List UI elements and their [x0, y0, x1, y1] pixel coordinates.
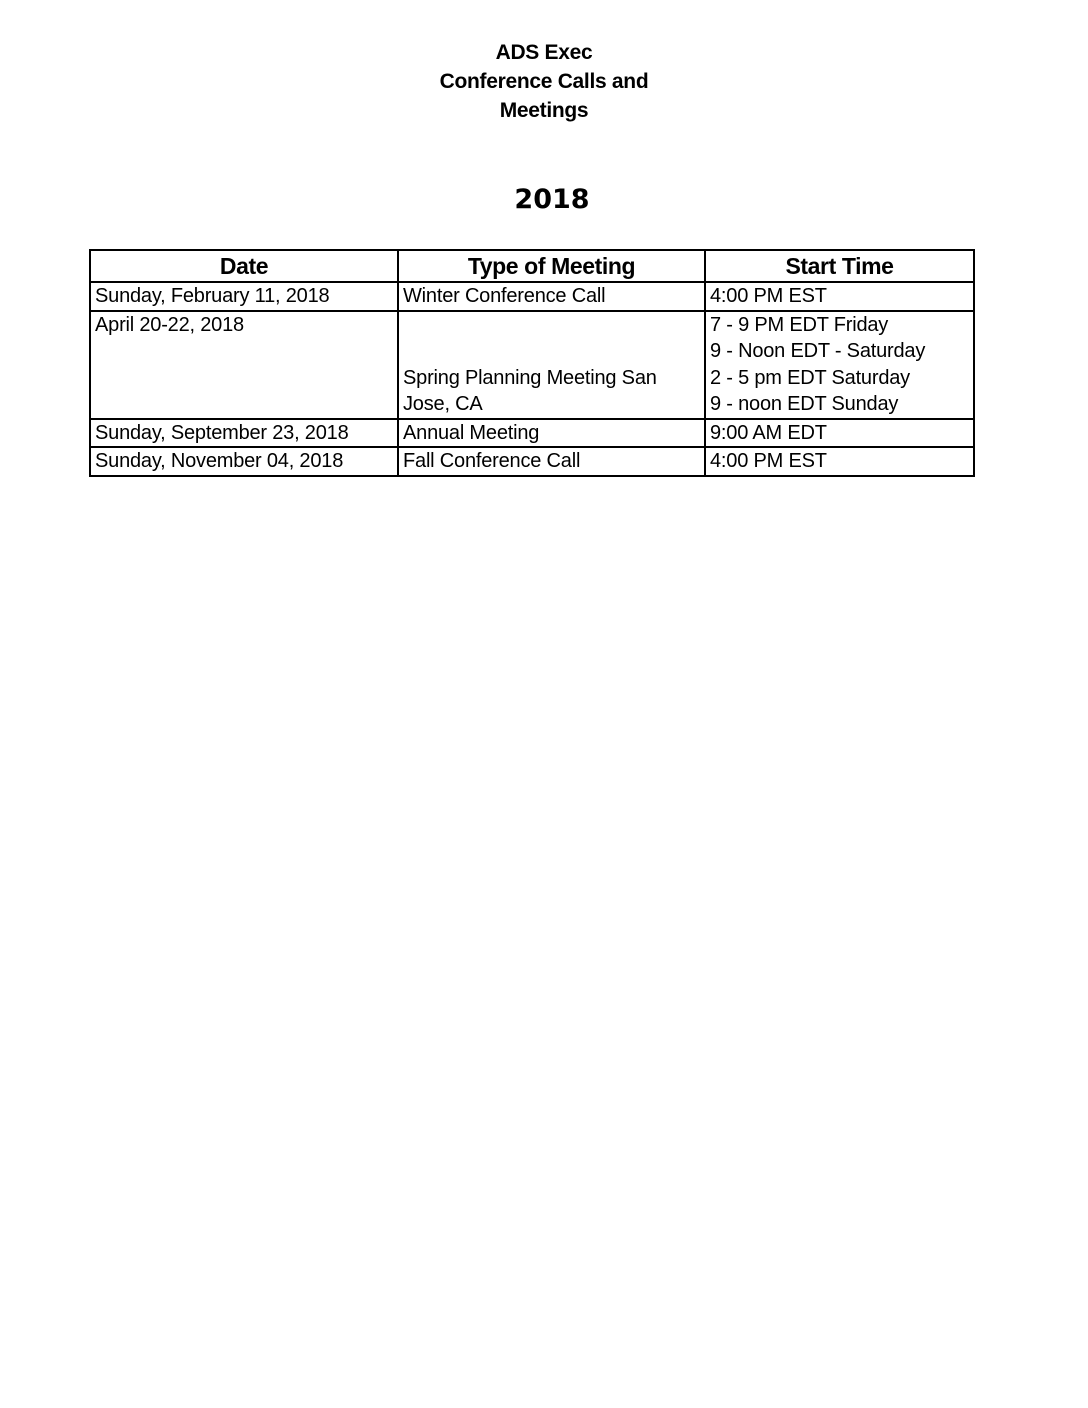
cell-type [398, 419, 705, 448]
cell-time-line: 9 - Noon EDT - Saturday [710, 340, 926, 362]
cell-time-line: 7 - 9 PM EDT Friday [710, 313, 889, 336]
column-header-date: Date [90, 250, 398, 282]
cell-time-line: 9 - noon EDT Sunday [710, 393, 899, 415]
table-row [90, 419, 974, 448]
cell-start-time [705, 282, 974, 311]
heading-line-1: ADS Exec [495, 41, 593, 64]
cell-type-line: Jose, CA [403, 393, 483, 415]
cell-type [398, 447, 705, 476]
column-header-type: Type of Meeting [398, 250, 705, 282]
cell-time-line: 9:00 AM EDT [710, 421, 827, 444]
heading-line-3: Meetings [499, 99, 589, 122]
cell-type-line: Winter Conference Call [403, 285, 606, 307]
cell-start-time [705, 311, 974, 419]
cell-start-time [705, 447, 974, 476]
table-header-row [90, 250, 974, 282]
cell-date: Sunday, September 23, 2018 [90, 419, 398, 448]
cell-type [398, 311, 705, 419]
year-title: 2018 [514, 184, 590, 215]
cell-type [398, 282, 705, 311]
cell-type-line: Annual Meeting [403, 421, 540, 444]
table-row [90, 311, 974, 419]
meeting-schedule-table [89, 249, 975, 477]
cell-time-line: 4:00 PM EST [710, 285, 827, 307]
cell-type-line: Spring Planning Meeting San [403, 366, 657, 389]
cell-date: April 20-22, 2018 [90, 311, 398, 419]
table-row [90, 282, 974, 311]
cell-date: Sunday, February 11, 2018 [90, 282, 398, 311]
cell-type-line: Fall Conference Call [403, 450, 581, 472]
cell-start-time [705, 419, 974, 448]
cell-time-line: 2 - 5 pm EDT Saturday [710, 366, 910, 389]
column-header-start-time: Start Time [705, 250, 974, 282]
cell-time-line: 4:00 PM EST [710, 450, 827, 472]
table-row [90, 447, 974, 476]
document-heading [0, 38, 1088, 125]
heading-line-2: Conference Calls and [439, 70, 649, 93]
cell-date: Sunday, November 04, 2018 [90, 447, 398, 476]
